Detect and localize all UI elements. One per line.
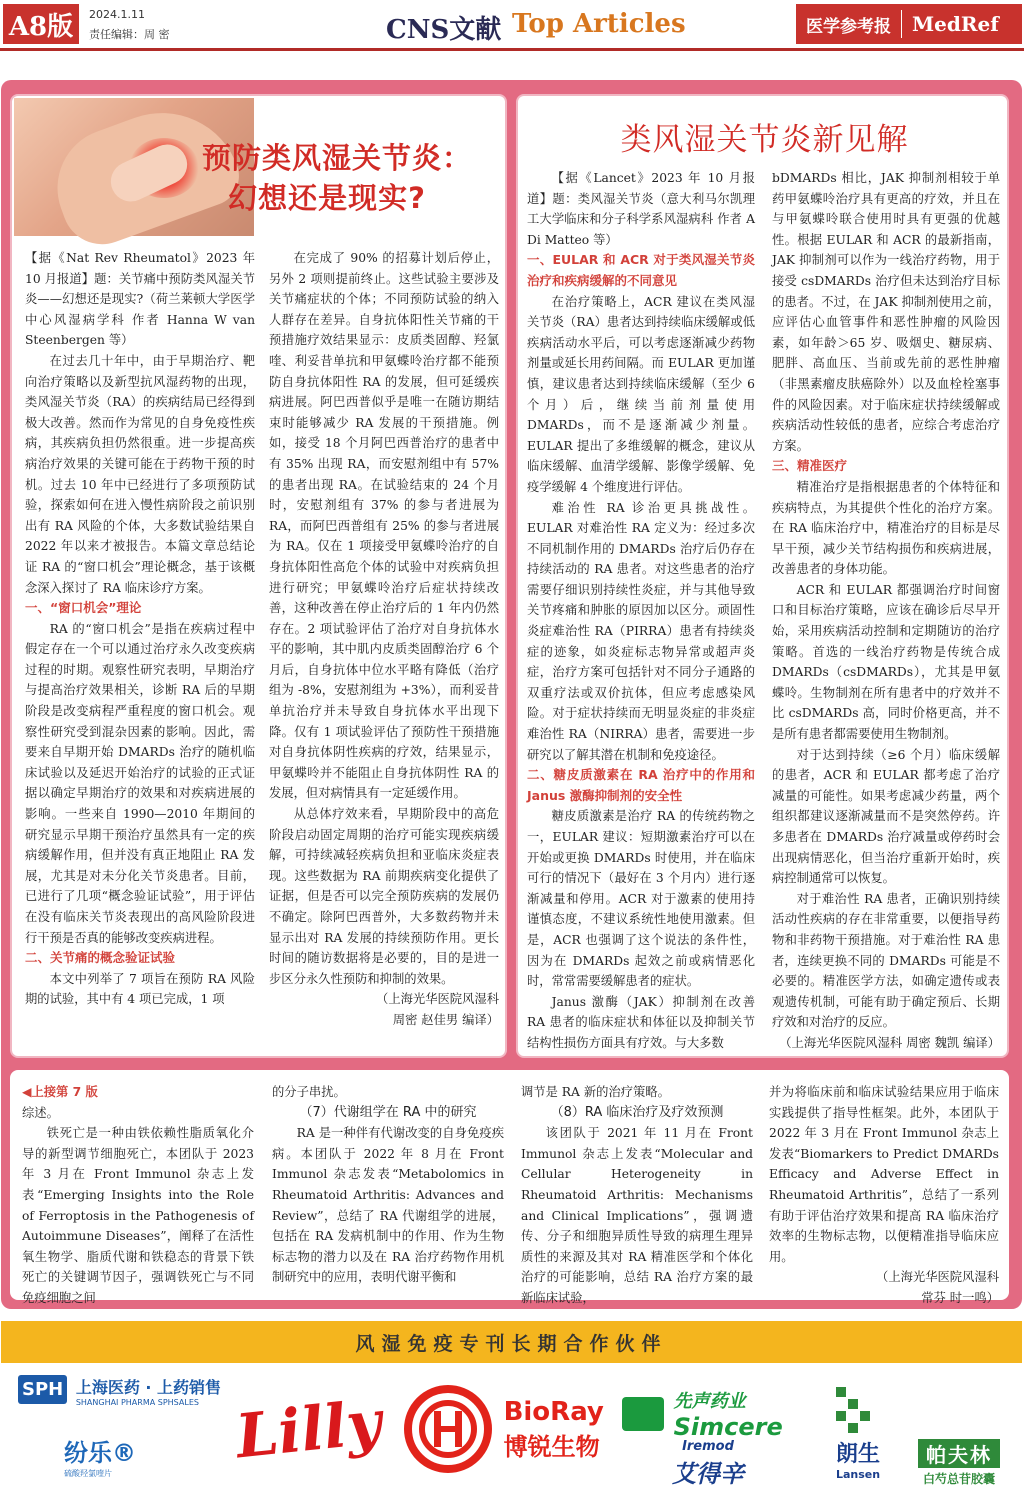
iremod-name-cn: 艾得辛 xyxy=(672,1460,744,1488)
brand-divider xyxy=(901,10,902,38)
paragraph: ACR 和 EULAR 都强调治疗时间窗口和目标治疗策略，应该在确诊后尽早开始，采用疾病活动控制和定期随访的治疗策略。首选的一线治疗药物是传统合成 DMARDs（csDMARDs），尤其是甲氨蝶呤。生物制剂在所有患者中的疗效并不比 csDMARDs 高，同时价格更高，并不是所有患者都需要使用生物制剂。 xyxy=(772,582,1000,742)
issue-date: 2024.1.11 xyxy=(89,8,145,21)
paragraph: bDMARDs 相比，JAK 抑制剂相较于单药甲氨蝶呤治疗具有更高的疗效，并且在与甲氨蝶呤联合使用时具有更强的优越性。根据 EULAR 和 ACR 的最新指南，JAK 抑制剂可以作为一线治疗药物，用于接受 csDMARDs 治疗但未达到治疗目标的患者。不过，在 JAK 抑制剂使用之前，应评估心血管事件和恶性肿瘤的风险因素，如年龄＞65 岁、吸烟史、糖尿病、肥胖、高血压、当前或先前的恶性肿瘤（非黑素瘤皮肤癌除外）以及血栓栓塞事件的风险因素。对于临床症状持续缓解或疾病活动性较低的患者，应综合考虑治疗方案。 xyxy=(772,171,1000,453)
article-title: 类风湿关节炎新见解 xyxy=(620,122,909,158)
shanghai-pharma-logo xyxy=(18,1375,221,1407)
paragraph: 对于达到持续（≥6 个月）临床缓解的患者，ACR 和 EULAR 都考虑了治疗减量的可能性。如果考虑减少药量，两个组织都建议逐渐减量而不是突然停药。许多患者在 DMARDs 治疗减量或停药时会出现病情恶化，但当治疗重新开始时，疾病控制通常可以恢复。 xyxy=(772,747,1000,886)
paragraph: 在完成了 90% 的招募计划后停止，另外 2 项则提前终止。这些试验主要涉及关节痛症状的个体；不同预防试验的纳入人群存在差异。自身抗体阳性关节痛的干预措施疗效结果显示：皮质类固醇、羟氯喹、利妥昔单抗和甲氨蝶呤治疗都不能预防自身抗体阳性 RA 的发展，但可延缓疾病进展。阿巴西普似乎是唯一在随访期结束时能够减少 RA 发展的干预措施。例如，接受 18 个月阿巴西普治疗的患者中有 35% 出现 RA，而安慰剂组中有 57% 的患者出现 RA。在试验结束的 24 个月时，安慰剂组有 37% 的参与者进展为 RA，而阿巴西普组有 25% 的参与者进展为 RA。仅在 1 项接受甲氨蝶呤治疗的自身抗体阳性高危个体的试验中对疾病负担进行研究；甲氨蝶呤治疗后症状持续改善，这种改善在停止治疗后的 1 年内仍然存在。2 项试验评估了治疗对自身抗体水平的影响，其中肌内皮质类固醇治疗 6 个月后，自身抗体中位水平略有降低（治疗组为 -8%，安慰剂组为 +3%），而利妥昔单抗治疗并未导致自身抗体水平出现下降。仅有 1 项试验评估了预防性干预措施对自身抗体阴性疾病的疗效，结果显示，甲氨蝶呤并不能阻止自身抗体阴性 RA 的发展，但对病情具有一定延缓作用。 xyxy=(269,251,499,801)
partners-section xyxy=(0,1317,1024,1506)
pafulin-sub: 白芍总苷胶囊 xyxy=(922,1472,995,1486)
paragraph: 该团队于 2021 年 11 月在 Front Immunol 杂志上发表“Molecular and Cellular Heterogeneity in Rheumatoid Arthritis: Mechanisms and Clinical Implications”，强调遗传、分子和细胞异质性导致的病理生理异质性的来源及其对 RA 精准医学和个体化治疗的可能影响，总结 RA 治疗方案的最新临床试验， xyxy=(521,1126,753,1305)
edition-badge: A8版 xyxy=(3,4,79,44)
bioray-name-cn: 博锐生物 xyxy=(503,1432,600,1461)
paragraph: 调节是 RA 新的治疗策略。 xyxy=(521,1085,670,1099)
fenle-sub: 硫酸羟氯喹片 xyxy=(64,1469,112,1478)
sph-name: 上海医药 · 上药销售 xyxy=(75,1378,222,1397)
paragraph: RA 的“窗口机会”是指在疾病过程中假定存在一个可以通过治疗永久改变疾病过程的时期。观察性研究表明，早期治疗与提高治疗效果相关，诊断 RA 后的早期阶段是改变病程严重程度的窗口机会。观察性研究受到混杂因素的影响。因此，需要来自早期开始 DMARDs 治疗的随机临床试验以及延迟开始治疗的试验的正式证据以确定早期治疗的效果和对疾病进展的影响。一些来自 1990—2010 年期间的研究显示早期干预治疗虽然具有一定的疾病缓解作用，但并没有真正地阻止 RA 发展，尤其是对未分化关节炎患者。目前，已进行了几项“概念验证试验”，用于评估在没有临床关节炎表现出的高风险阶段进行干预是否真的能够改变疾病进程。 xyxy=(25,621,255,945)
bioray-logo xyxy=(404,1385,604,1473)
paragraph: 并为将临床前和临床试验结果应用于临床实践提供了指导性框架。此外，本团队于 2022 年 3 月在 Front Immunol 杂志上发表“Biomarkers to Predict DMARDs Efficacy and Adverse Effect in Rheumatoid Arthritis”，总结了一系列有助于评估治疗效果和提高 RA 临床治疗效率的生物标志物，以便精准指导临床应用。 xyxy=(769,1085,999,1264)
paragraph: RA 是一种伴有代谢改变的自身免疫疾病。本团队于 2022 年 8 月在 Front Immunol 杂志发表“Metabolomics in Rheumatoid Arthritis: Advances and Review”，总结了 RA 代谢组学的进展，包括在 RA 发病机制中的作用、作为生物标志物的潜力以及在 RA 治疗药物作用机制研究中的应用，表明代谢平衡和 xyxy=(272,1126,504,1285)
translator-credit: 周密 赵佳男 编译） xyxy=(392,1012,499,1027)
section-heading: 一、EULAR 和 ACR 对于类风湿关节炎治疗和疾病缓解的不同意见 xyxy=(527,252,755,288)
article-column-1 xyxy=(527,168,755,1050)
subsection-heading: （8）RA 临床治疗及疗效预测 xyxy=(550,1104,724,1120)
article-prevent-ra xyxy=(10,94,507,1058)
paragraph: 综述。 xyxy=(22,1105,59,1120)
bioray-mark-icon xyxy=(404,1385,492,1473)
sph-badge: SPH xyxy=(18,1375,67,1404)
section-title-en: Top Articles xyxy=(512,9,686,39)
paragraph: 本文中列举了 7 项旨在预防 RA 风险期的试验，其中有 4 项已完成，1 项 xyxy=(25,971,255,1007)
paragraph: 从总体疗效来看，早期阶段中的高危阶段启动固定周期的治疗可能实现疾病缓解，可持续减轻疾病负担和亚临床炎症表现。这些数据为 RA 前期疾病变化提供了证据，但是否可以完全预防疾病的发展仍不确定。除阿巴西普外，大多数药物并未显示出对 RA 发展的持续预防作用。更长时间的随访数据将是必要的，目的是进一步区分永久性预防和抑制的效果。 xyxy=(269,807,499,986)
paragraph: 【据《Nat Rev Rheumatol》2023 年 10 月报道】题：关节痛中预防类风湿关节炎——幻想还是现实?（荷兰莱顿大学医学中心风湿病学科 作者 Hanna W van Steenbergen 等） xyxy=(25,251,255,348)
translator-credit: （上海光华医院风湿科 xyxy=(876,1270,999,1285)
responsible-editor: 责任编辑：周 密 xyxy=(89,28,170,41)
lansen-name-en: Lansen xyxy=(836,1468,881,1481)
paragraph: 在过去几十年中，由于早期治疗、靶向治疗策略以及新型抗风湿药物的出现，类风湿关节炎（RA）的疾病结局已经得到极大改善。然而作为常见的自身免疫性疾病，其疾病负担仍然很重。进一步提高疾病治疗效果的关键可能在于药物干预的时机。过去 10 年中已经进行了多项预防试验，探索如何在进入慢性病阶段之前识别出有 RA 风险的个体，大多数试验结果自 2022 年以来才被报告。本篇文章总结论证 RA 的“窗口机会”理论概念，基于该概念深入探讨了 RA 临床诊疗方案。 xyxy=(25,353,255,595)
fenle-name: 纷乐® xyxy=(64,1439,136,1467)
brand-cn: 医学参考报 xyxy=(806,16,891,37)
bioray-name-en: BioRay xyxy=(503,1396,604,1427)
brand-en: MedRef xyxy=(912,12,999,36)
continued-column-1 xyxy=(22,1082,254,1305)
paragraph: 糖皮质激素是治疗 RA 的传统药物之一，EULAR 建议：短期激素治疗可以在开始或更换 DMARDs 时使用，并在临床可行的情况下（最好在 3 个月内）进行逐渐减量和停用。ACR 对于激素的使用持谨慎态度，不建议系统性地使用激素。但是，ACR 也强调了这个说法的条件性，因为在 DMARDs 起效之前或病情恶化时，常常需要缓解患者的症状。 xyxy=(527,809,755,989)
masthead xyxy=(0,0,1024,52)
simcere-logo xyxy=(622,1387,783,1441)
translator-credit: （上海光华医院风湿科 xyxy=(376,992,499,1007)
translator-credit: 常芬 时一鸣） xyxy=(921,1290,999,1305)
article-column-2 xyxy=(772,168,1000,1050)
translator-credit: （上海光华医院风湿科 周密 魏凯 编译） xyxy=(779,1035,1000,1050)
section-heading: 二、糖皮质激素在 RA 治疗中的作用和 Janus 激酶抑制剂的安全性 xyxy=(527,767,755,803)
paragraph: 在治疗策略上，ACR 建议在类风湿关节炎（RA）患者达到持续临床缓解或低疾病活动水平后，可以考虑逐渐减少药物剂量或延长用药间隔。而 EULAR 更加谨慎，建议患者达到持续临床缓解（至少 6 个月）后，继续当前剂量使用 DMARDs，而不是逐渐减少剂量。EULAR 提出了多维缓解的概念，建议从临床缓解、血清学缓解、影像学缓解、免疫学缓解 4 个维度进行评估。 xyxy=(527,294,755,494)
paragraph: 精准治疗是指根据患者的个体特征和疾病特点，为其提供个性化的治疗方案。在 RA 临床治疗中，精准治疗的目标是尽早干预，减少关节结构损伤和疾病进展，改善患者的身体功能。 xyxy=(772,479,1000,577)
lansen-name-cn: 朗生 xyxy=(836,1442,881,1467)
continued-from-note: ◀上接第 7 版 xyxy=(22,1085,98,1099)
simcere-mark-icon xyxy=(622,1397,664,1431)
continued-article xyxy=(10,1070,1009,1305)
headline-line-1: 预防类风湿关节炎： xyxy=(201,141,472,175)
paragraph: 对于难治性 RA 患者，正确识别持续活动性疾病的存在非常重要，以便指导药物和非药物干预措施。对于难治性 RA 患者，连续更换不同的 DMARDs 可能是不必要的。精准医学方法，如确定遗传或表观遗传机制，可能有助于确定预后、长期疗效和对治疗的反应。 xyxy=(772,891,1000,1030)
article-column-2 xyxy=(269,248,499,1048)
partners-title: 风湿免疫专刊长期合作伙伴 xyxy=(1,1321,1022,1363)
subsection-heading: （7）代谢组学在 RA 中的研究 xyxy=(299,1104,477,1120)
pafulin-name: 帕夫林 xyxy=(918,1439,1000,1468)
iremod-logo xyxy=(672,1439,744,1489)
paragraph: Janus 激酶（JAK）抑制剂在改善 RA 患者的临床症状和体征以及抑制关节结构性损伤方面具有疗效。与大多数 xyxy=(527,994,755,1050)
fenle-logo xyxy=(64,1433,136,1479)
article-headline xyxy=(172,138,502,218)
pafulin-logo xyxy=(918,1439,1000,1487)
article-ra-new-insights xyxy=(516,94,1009,1058)
sph-name-en: SHANGHAI PHARMA SPHSALES xyxy=(75,1398,199,1407)
simcere-name-cn: 先声药业 xyxy=(673,1391,746,1412)
masthead-rule xyxy=(0,48,1024,51)
brand-badge xyxy=(796,4,1022,44)
article-column-1 xyxy=(25,248,255,1048)
headline-line-2: 幻想还是现实? xyxy=(228,181,426,215)
section-heading: 一、“窗口机会”理论 xyxy=(25,600,142,616)
paragraph: 的分子串扰。 xyxy=(272,1085,346,1099)
iremod-name-en: Iremod xyxy=(682,1439,734,1454)
lansen-cross-icon xyxy=(836,1387,870,1437)
section-heading: 二、关节痛的概念验证试验 xyxy=(25,950,176,966)
continued-column-2 xyxy=(272,1082,504,1294)
paragraph: 【据《Lancet》2023 年 10 月报道】题：类风湿关节炎（意大利马尔凯理工大学临床和分子科学系风湿病科 作者 A Di Matteo 等） xyxy=(527,171,755,247)
simcere-name-en: Simcere xyxy=(673,1413,783,1441)
section-heading: 三、精准医疗 xyxy=(772,458,848,474)
lansen-logo xyxy=(836,1387,880,1481)
continued-column-4 xyxy=(769,1082,999,1305)
paragraph: 难治性 RA 诊治更具挑战性。EULAR 对难治性 RA 定义为：经过多次不同机制作用的 DMARDs 治疗后仍存在持续活动的 RA 患者。对这些患者的治疗需要仔细识别持续性炎症，并与其他导致关节疼痛和肿胀的原因加以区分。顽固性炎症难治性 RA（PIRRA）患者有持续炎症的迹象，如炎症标志物异常或超声炎症，治疗方案可包括针对不同分子通路的双重疗法或双价抗体，但应考虑感染风险。对于症状持续而无明显炎症的非炎症难治性 RA（NIRRA）患者，需要进一步研究以了解其潜在机制和免疫途径。 xyxy=(527,500,755,762)
paragraph: 铁死亡是一种由铁依赖性脂质氧化介导的新型调节细胞死亡，本团队于 2023 年 3 月在 Front Immunol 杂志上发表“Emerging Insights into the Role of Ferroptosis in the Pathogenesis of Autoimmune Diseases”，阐释了在活性氧生物学、脂质代谢和铁稳态的背景下铁死亡的关键调节因子，强调铁死亡与不同免疫细胞之间 xyxy=(22,1126,254,1305)
section-title-cn: CNS文献 xyxy=(386,15,502,45)
continued-column-3 xyxy=(521,1082,753,1305)
lilly-logo: Lilly xyxy=(232,1387,385,1473)
